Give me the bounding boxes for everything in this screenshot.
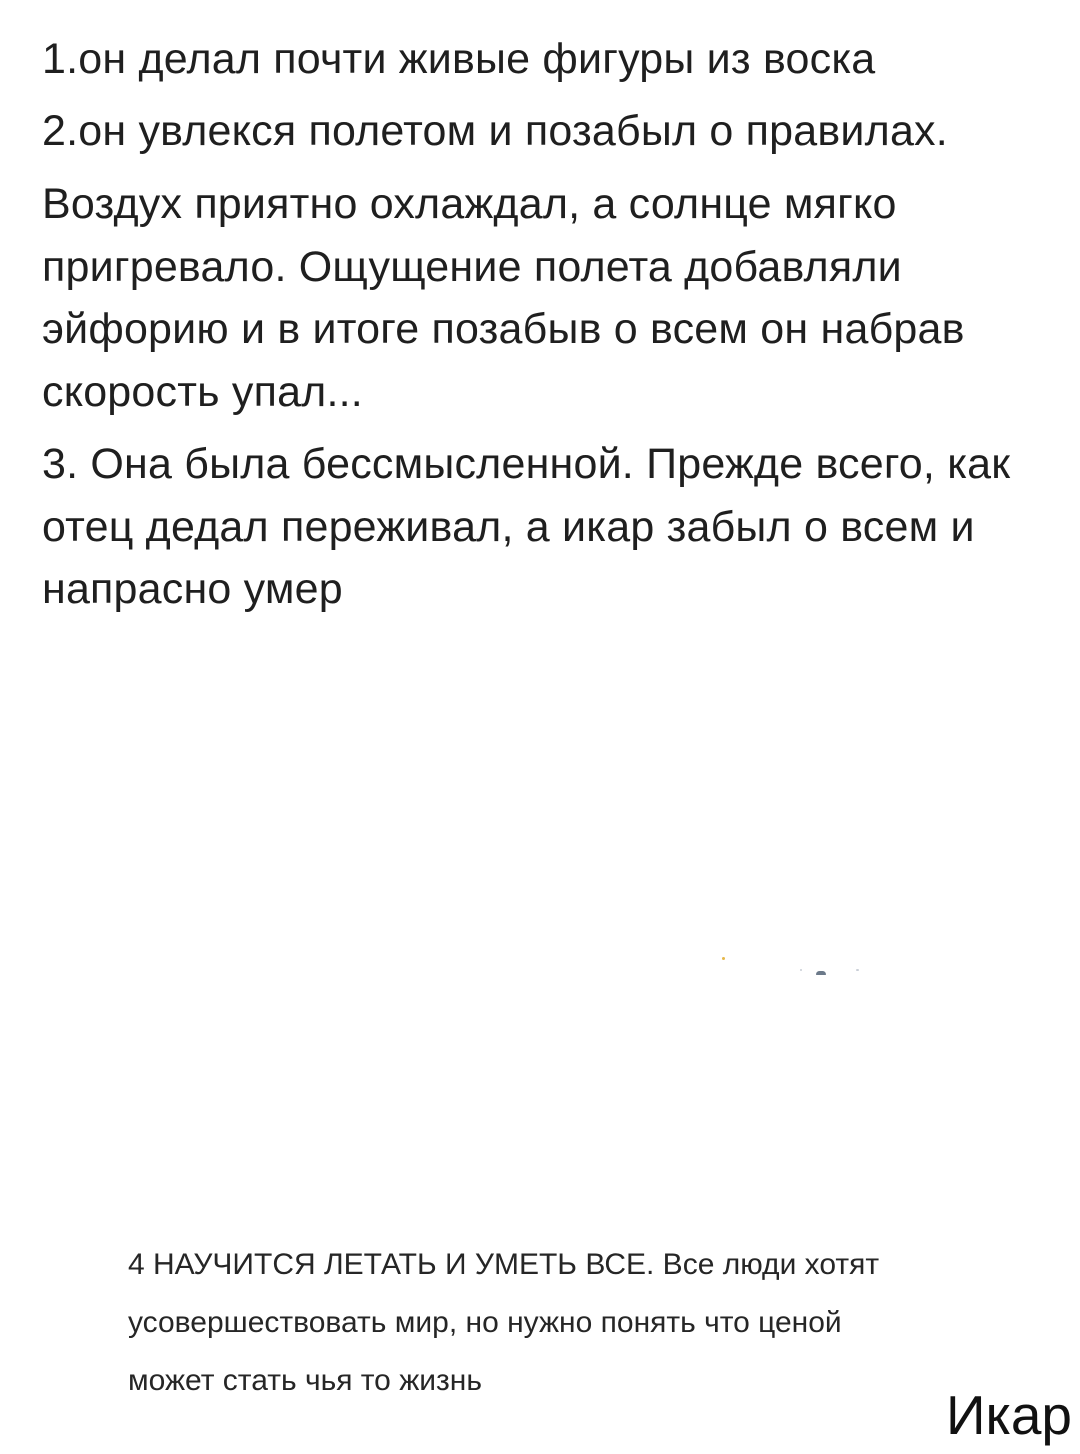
speck-dot (800, 969, 802, 971)
answer-3: 3. Она была бессмысленной. Прежде всего, как отец дедал переживал, а икар забыл о всем и напрасно умер (42, 440, 1011, 613)
answer-2: 2.он увлекся полетом и позабыл о правилах. (42, 106, 948, 155)
image-artifact-specks (718, 955, 868, 975)
handwritten-label: Икар (946, 1384, 1072, 1446)
answer-2-continuation: Воздух приятно охлаждал, а солнце мягко пригревало. Ощущение полета добавляли эйфорию и в итоге позабыв о всем он набрав скорость упал... (42, 180, 965, 416)
answer-4: 4 НАУЧИТСЯ ЛЕТАТЬ И УМЕТЬ ВСЕ. Все люди хотят усовершествовать мир, но нужно понять что ценой может стать чья то жизнь (128, 1248, 880, 1397)
speck-dot (816, 971, 826, 975)
speck-dot (856, 969, 859, 971)
speck-dot (722, 957, 725, 960)
answers-block (42, 28, 1052, 621)
answer-1: 1.он делал почти живые фигуры из воска (42, 35, 876, 83)
